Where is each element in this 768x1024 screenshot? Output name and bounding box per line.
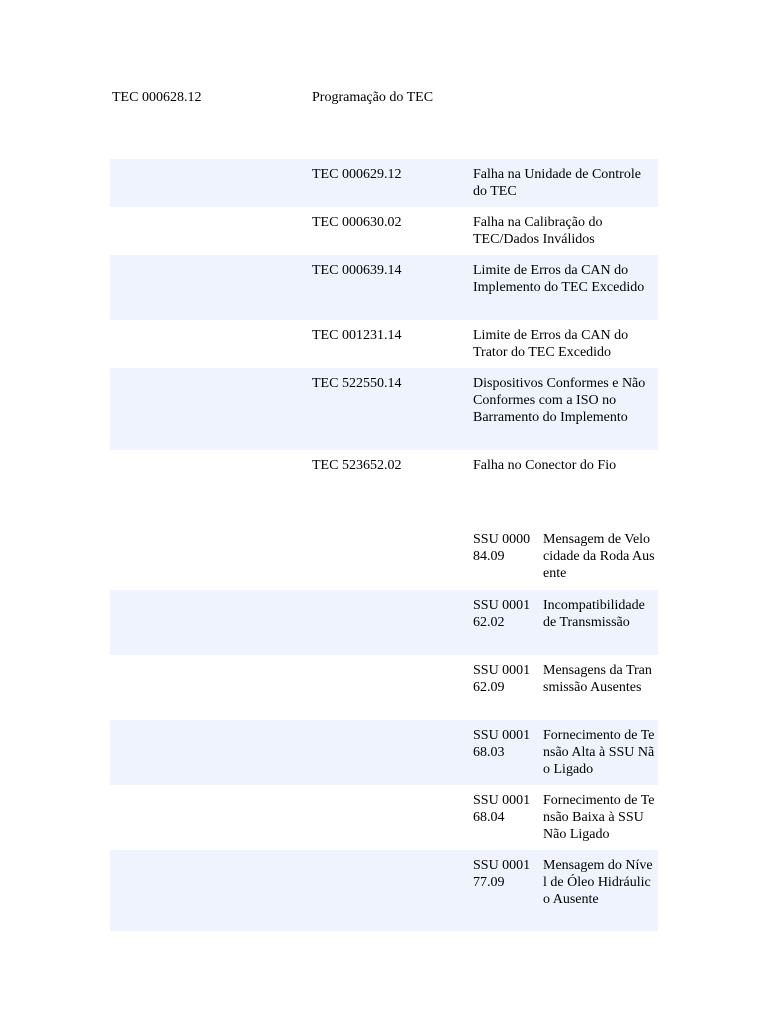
table-row-ssu-2 — [110, 590, 658, 655]
table-row-tec-1 — [110, 159, 658, 207]
table-row-ssu-5 — [110, 785, 658, 850]
tec-description: Dispositivos Conformes e Não Conformes com a ISO no Barramento do Implemento — [473, 376, 646, 425]
ssu-code: SSU 000168.03 — [473, 728, 531, 760]
table-row-tec-4 — [110, 320, 658, 368]
ssu-description: Mensagem de Velocidade da Roda Ausente — [543, 532, 655, 581]
tec-code: TEC 001231.14 — [312, 328, 402, 343]
table-row-ssu-3 — [110, 655, 658, 720]
ssu-code: SSU 000162.09 — [473, 663, 531, 695]
ssu-description: Fornecimento de Tensão Alta à SSU Não Ligado — [543, 728, 655, 777]
tec-code: TEC 000639.14 — [312, 263, 402, 278]
ssu-code: SSU 000084.09 — [473, 532, 531, 564]
ssu-code: SSU 000177.09 — [473, 858, 531, 890]
tec-description: Falha na Unidade de Controle do TEC — [473, 167, 641, 199]
ssu-code: SSU 000168.04 — [473, 793, 531, 825]
tec-description: Limite de Erros da CAN do Trator do TEC Excedido — [473, 328, 629, 360]
table-row-tec-6 — [110, 450, 658, 482]
tec-code: TEC 000629.12 — [312, 167, 402, 182]
header-code: TEC 000628.12 — [112, 90, 202, 105]
tec-description: Limite de Erros da CAN do Implemento do TEC Excedido — [473, 263, 645, 295]
tec-code: TEC 522550.14 — [312, 376, 402, 391]
tec-description: Falha na Calibração do TEC/Dados Inválidos — [473, 215, 603, 247]
ssu-description: Mensagens da Transmissão Ausentes — [543, 663, 652, 695]
table-row-tec-2 — [110, 207, 658, 255]
ssu-description: Incompatibilidade de Transmissão — [543, 598, 645, 630]
tec-code: TEC 523652.02 — [312, 458, 402, 473]
table-row-ssu-6 — [110, 850, 658, 931]
header-title: Programação do TEC — [312, 90, 434, 105]
tec-description: Falha no Conector do Fio — [473, 458, 617, 473]
table-row-ssu-4 — [110, 720, 658, 785]
table-row-ssu-1 — [110, 524, 658, 590]
table-row-tec-5 — [110, 368, 658, 450]
tec-code: TEC 000630.02 — [312, 215, 402, 230]
ssu-description: Fornecimento de Tensão Baixa à SSU Não Ligado — [543, 793, 655, 842]
ssu-code: SSU 000162.02 — [473, 598, 531, 630]
ssu-description: Mensagem do Nível de Óleo Hidráulico Ausente — [543, 858, 653, 907]
table-row-tec-3 — [110, 255, 658, 320]
header-row — [0, 89, 768, 109]
